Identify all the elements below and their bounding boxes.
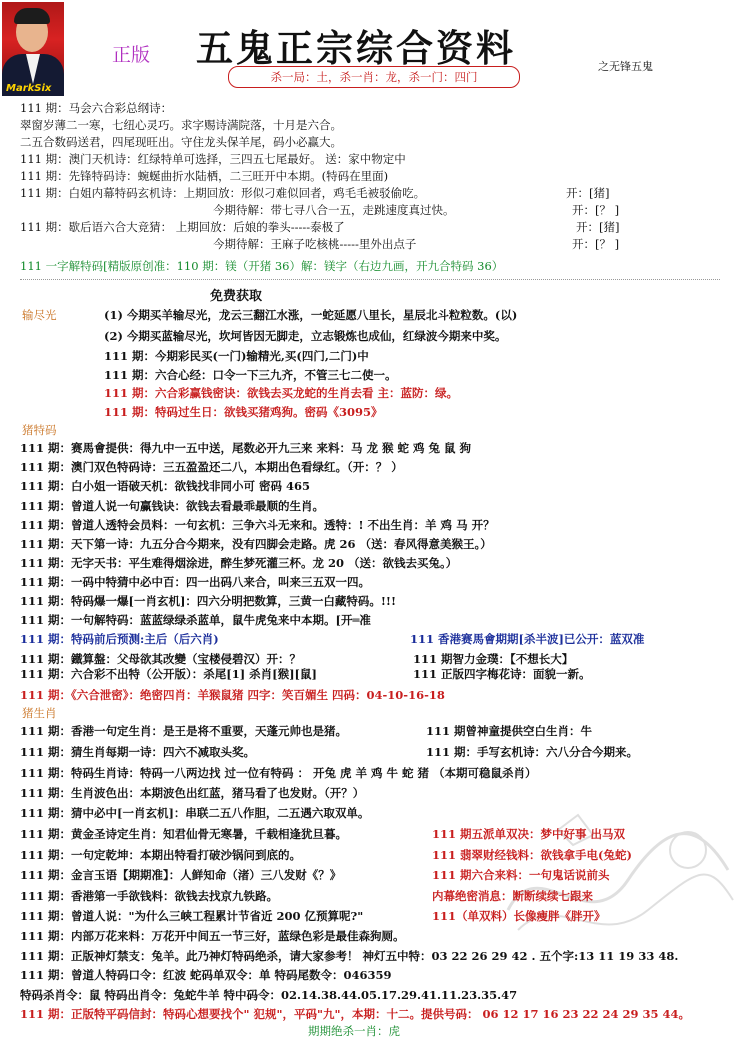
text-line: 111 期：白姐内幕特码玄机诗：上期回放：形似刁难似回者，鸡毛毛被驳偷吃。 xyxy=(20,186,426,200)
text-line: (1) 今期买羊输尽光，龙云三翻江水涨，一蛇延愿八里长，星辰北斗粒粒数。(以) xyxy=(104,308,518,322)
page-title: 五鬼正宗综合资料 xyxy=(196,26,516,70)
text-line: 111 期五派单双决：梦中好事 出马双 xyxy=(432,827,626,841)
text-line: 111 期：澳门天机诗：红绿特单可选择，三四五七尾最好。 送：家中物定中 xyxy=(20,152,406,166)
marksix-logo: MarkSix xyxy=(6,83,52,94)
text-line: 111 期六合来料：一句鬼话说前头 xyxy=(432,868,610,882)
free-label: 免费获取 xyxy=(210,289,263,304)
text-line: 111 期：六合心经：口令一下三九齐，不管三七二使一。 xyxy=(104,368,397,382)
text-line: 111 期：曾道人特码口令：红波 蛇码单双令：单 特码尾数令：046359 xyxy=(20,968,392,982)
text-line: 111 翡翠财经钱料：欲钱拿手电(兔蛇) xyxy=(432,848,632,862)
author-photo xyxy=(2,2,64,96)
text-line: 111 期：正版神灯禁支：兔羊。此乃神灯特码绝杀，请大家参考！ 神灯五中特：03 22 26 29 42 . 五个字:13 11 19 33 48. xyxy=(20,949,679,963)
text-line: 111 期：金言玉语【期期准】：人鲜知命（渚）三八发财《？》 xyxy=(20,868,342,882)
author-name: 之无锋五鬼 xyxy=(598,60,653,73)
text-line: 111 期：天下第一诗：九五分合今期来，没有四脚会走路。虎 26 （送：春风得意美猴王。） xyxy=(20,537,492,551)
text-line: 111 香港赛馬會期期[杀半波]已公开：蓝双准 xyxy=(410,632,645,646)
text-line: 111 期：曾道人说："为什么三峡工程累计节省近 200 亿预算呢?" xyxy=(20,909,364,923)
text-line: 111 期：香港第一手欲钱料：欲钱去找京九铁路。 xyxy=(20,889,279,903)
text-line: 111 期：歇后语六合大竞猜： 上期回放：后娘的拳头-----泰极了 xyxy=(20,220,345,234)
text-line: 111 期：曾道人透特会员料：一句玄机：三争六斗无来和。透特：! 不出生肖：羊 鸡 马 开？ xyxy=(20,518,495,532)
text-line: 输尽光 xyxy=(22,308,57,322)
text-line: 111 期：特码前后预测:主后（后六肖) xyxy=(20,632,219,646)
text-line: 111 期：马会六合彩总纲诗： xyxy=(20,101,173,115)
text-line: 111 期：特码过生日：欲钱买猪鸡狗。密码《3095》 xyxy=(104,405,383,419)
text-line: 111 期：特码生肖诗：特码一八两边找 过一位有特码 ： 开兔 虎 羊 鸡 牛 蛇 猪 （本期可稳鼠杀肖） xyxy=(20,766,537,780)
text-line: 111 期：六合彩不出特（公开版）：杀尾[1] 杀肖[猴][鼠] xyxy=(20,667,317,681)
text-line: 111 期曾神童提供空白生肖：牛 xyxy=(426,724,593,738)
text-line: 翠窗岁薄二一寒，七纽心灵巧。求字赐诗满院落，十月是六合。 xyxy=(20,118,342,132)
text-line: 111 期：内部万花来料：万花开中间五一节三好，蓝绿色彩是最佳森狗厕。 xyxy=(20,929,405,943)
section-divider xyxy=(20,279,720,280)
text-line: 111 期：白小姐一语破天机：欲钱找非同小可 密码 465 xyxy=(20,479,311,493)
text-line: 111（单双料）长像瘦胖《胖开》 xyxy=(432,909,606,923)
text-line: 猪生肖 xyxy=(22,706,57,720)
kill-summary-box: 杀一局：土，杀一肖：龙，杀一门：四门 xyxy=(228,66,520,88)
text-line: 111 期：一句解特码：蓝蓝绿绿杀蓝单，鼠牛虎兔来中本期。[开═准 xyxy=(20,613,371,627)
text-line: 特码杀肖令：鼠 特码出肖令：兔蛇牛羊 特中码令：02.14.38.44.05.17.29.41.11.23.35.47 xyxy=(20,988,518,1002)
text-line: 111 一字解特码[精版原创准：110 期：镁（开猪 36）解：镁字（右边九画，开九合特码 36） xyxy=(20,259,504,273)
text-line: 111 期：曾道人说一句赢钱诀：欲钱去看最乖最顺的生肖。 xyxy=(20,499,325,513)
text-line: 今期待解：带七寻八合一五，走跳速度真过快。 xyxy=(213,203,455,217)
text-line: 111 期：特码爆一爆[一肖玄机]：四六分明把数算，三黄一白藏特码。!!! xyxy=(20,594,397,608)
text-line: 111 期：正版特平码信封：特码心想要找个" 犯规"，平码"九"，本期：十二。提供号码： 06 12 17 16 23 22 24 29 35 44。 xyxy=(20,1007,691,1021)
text-line: 111 期：《六合泄密》：绝密四肖：羊猴鼠猪 四字：笑百媚生 四码：04-10-16-18 xyxy=(20,688,445,702)
text-line: 111 期：黄金圣诗定生肖：知君仙骨无寒暑，千载相逢犹旦暮。 xyxy=(20,827,348,841)
text-line: 开：[？ ] xyxy=(572,237,620,251)
text-line: 开：[？ ] xyxy=(572,203,620,217)
text-line: 111 期：六合彩赢钱密诀：欲钱去买龙蛇的生肖去看 主：蓝防：绿。 xyxy=(104,386,459,400)
text-line: 111 期智力金璞：【不想长大】 xyxy=(413,652,574,666)
text-line: 111 期：香港一句定生肖：是王是将不重要，天蓬元帅也是猪。 xyxy=(20,724,348,738)
text-line: 今期待解：王麻子吃核桃-----里外出点子 xyxy=(213,237,417,251)
text-line: 111 期：猜中必中[一肖玄机]：串联二五八作胆，二五遇六取双单。 xyxy=(20,806,370,820)
text-line: 111 期：一句定乾坤：本期出特看打破沙锅问到底的。 xyxy=(20,848,302,862)
text-line: 111 期：一码中特猜中必中百：四一出码八来合，叫来三五双一四。 xyxy=(20,575,371,589)
text-line: 开：[猪] xyxy=(576,220,620,234)
text-line: 111 期：生肖波色出：本期波色出红蓝，猪马看了也发财。（开？） xyxy=(20,786,365,800)
text-line: 111 期：今期彩民买(一门)输精光,买(四门,二门)中 xyxy=(104,349,369,363)
genuine-badge: 正版 xyxy=(112,44,151,66)
text-line: 111 期：鐵算盤：父母欲其改變（宝楼侵碧汉）开：？ xyxy=(20,652,302,666)
text-line: 111 期：澳门双色特码诗：三五盈盈还二八，本期出色看绿红。（开：？ ） xyxy=(20,460,403,474)
text-line: 111 正版四字梅花诗：面貌一新。 xyxy=(413,667,591,681)
text-line: 二五合数码送君，四尾现旺出。守住龙头保羊尾，码小必赢大。 xyxy=(20,135,342,149)
text-line: 内幕绝密消息：断断续续七跟来 xyxy=(432,889,593,903)
text-line: 猪特码 xyxy=(22,423,57,437)
text-line: 111 期：无字天书：平生难得烟涂进，醉生梦死灌三杯。龙 20 （送：欲钱去买兔。） xyxy=(20,556,458,570)
text-line: 111 期：猜生肖每期一诗：四六不减取头奖。 xyxy=(20,745,256,759)
text-line: 期期绝杀一肖：虎 xyxy=(308,1024,400,1038)
text-line: 111 期：先锋特码诗：蜿蜒曲折水陆栖，二三旺开中本期。(特码在里面) xyxy=(20,169,389,183)
photo-hair xyxy=(14,8,50,24)
text-line: 开：[猪] xyxy=(566,186,610,200)
text-line: 111 期：手写玄机诗：六八分合今期来。 xyxy=(426,745,639,759)
text-line: 111 期：赛馬會提供：得九中一五中送，尾数必开九三来 来料：马 龙 猴 蛇 鸡 兔 鼠 狗 xyxy=(20,441,472,455)
text-line: (2) 今期买蓝输尽光，坎坷皆因无脚走，立志锻炼也成仙，红绿波今期来中奖。 xyxy=(104,329,507,343)
